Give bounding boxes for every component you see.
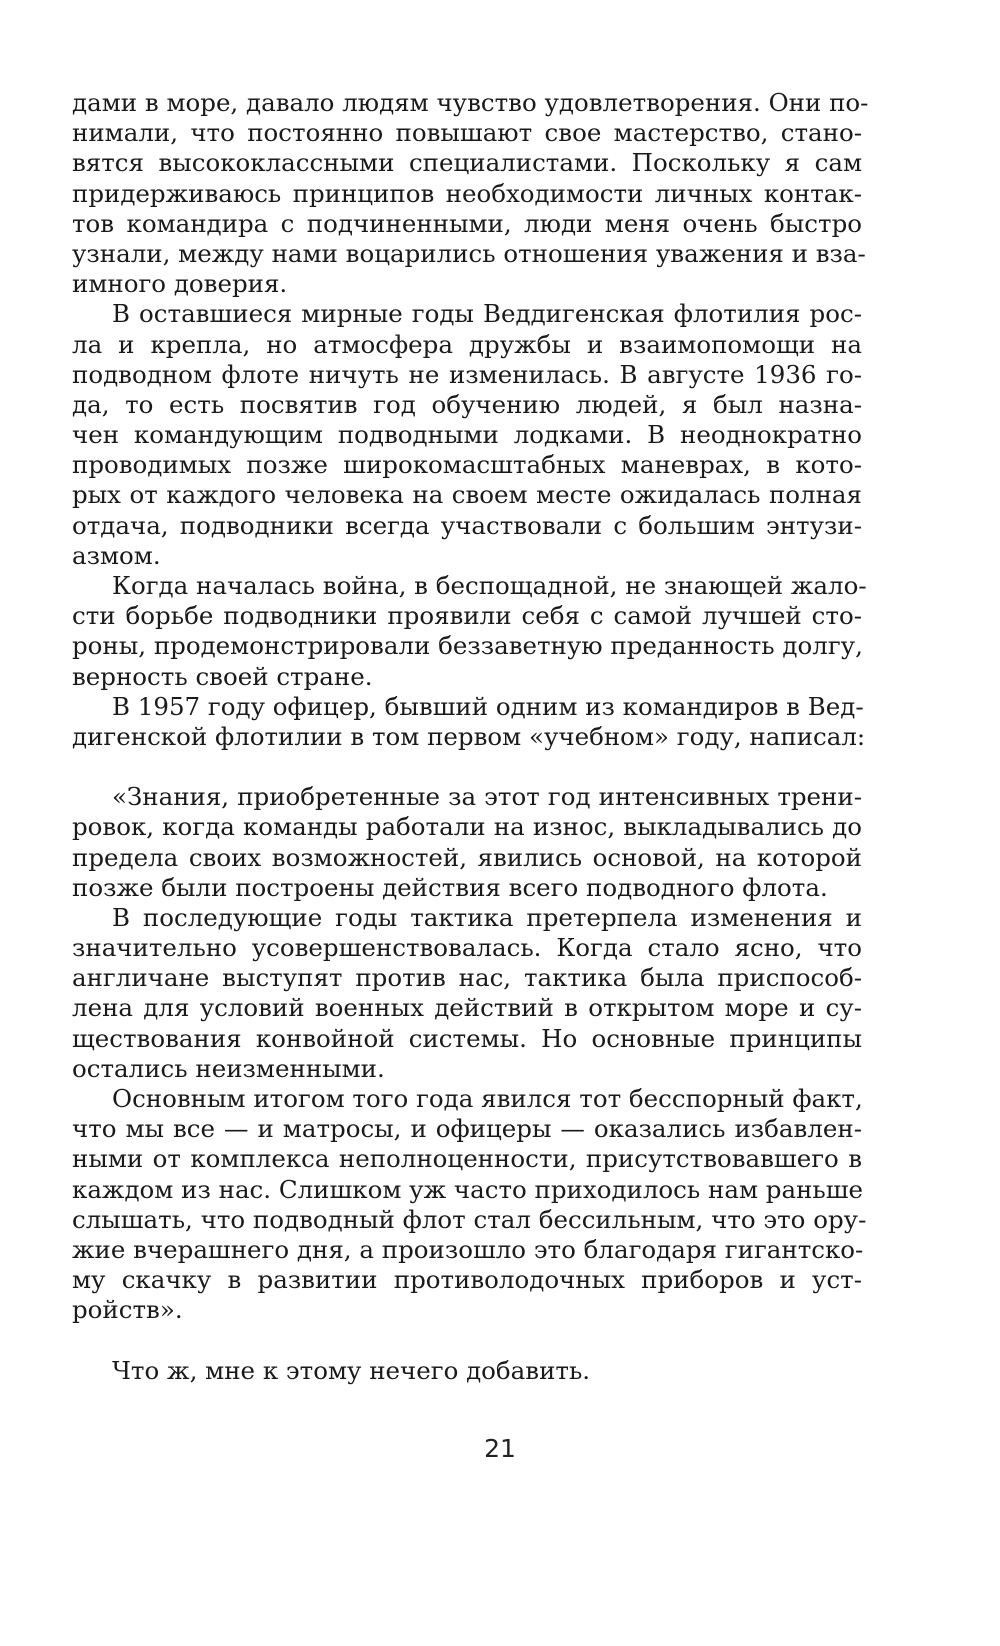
text-line: дами в море, давало людям чувство удовлетворения. Они по- [72, 88, 869, 117]
text-line: рых от каждого человека на своем месте ожидалась полная [72, 480, 862, 510]
text-line: позже были построены действия всего подводного флота. [72, 872, 828, 902]
text-line: имного доверия. [72, 269, 288, 299]
text-line: сти борьбе подводники проявили себя с самой лучшей сто- [72, 601, 862, 631]
text-line: лена для условий военных действий в открытом море и су- [72, 993, 862, 1023]
quote-paragraph [72, 782, 862, 903]
text-line: В последующие годы тактика претерпела изменения и [112, 902, 862, 932]
text-line: Основным итогом того года явился тот бесспорный факт, [112, 1084, 863, 1113]
text-line: В оставшиеся мирные годы Веддигенская флотилия рос- [112, 299, 862, 329]
book-page-text [72, 88, 869, 1386]
text-line: остались неизменными. [72, 1053, 385, 1083]
text-line: предела своих возможностей, явились основой, на которой [72, 842, 862, 872]
text-line: отдача, подводники всегда участвовали с большим энтузи- [72, 510, 862, 540]
quote-paragraph [72, 1084, 867, 1326]
text-line: да, то есть посвятив год обучению людей, я был назна- [72, 389, 862, 419]
text-line: жие вчерашнего дня, а произошло это благодаря гигантско- [72, 1234, 864, 1264]
page-number: 21 [484, 1434, 516, 1463]
spacer [72, 752, 862, 782]
spacer [72, 1326, 862, 1356]
text-line: В 1957 году офицер, бывший одним из командиров в Вед- [112, 691, 864, 721]
text-line: слышать, что подводный флот стал бессильным, что это ору- [72, 1204, 867, 1234]
text-line: что мы все — и матросы, и офицеры — оказались избавлен- [72, 1114, 862, 1144]
text-line: каждом из нас. Слишком уж часто приходилось нам раньше [72, 1174, 864, 1204]
text-line: Что ж, мне к этому нечего добавить. [112, 1355, 591, 1385]
text-line: «Знания, приобретенные за этот год интенсивных трени- [112, 782, 862, 812]
closing-paragraph [72, 1356, 862, 1386]
text-line: азмом. [72, 540, 161, 570]
text-line: ла и крепла, но атмосфера дружбы и взаимопомощи на [72, 329, 862, 359]
text-line: англичане выступят против нас, тактика была приспособ- [72, 963, 862, 993]
text-line: му скачку в развитии противолодочных приборов и уст- [72, 1265, 862, 1295]
text-line: верность своей стране. [72, 661, 373, 691]
paragraph [72, 299, 862, 571]
paragraph [72, 691, 866, 752]
text-line: ществования конвойной системы. Но основные принципы [72, 1023, 862, 1053]
text-line: чен командующим подводными лодками. В неоднократно [72, 420, 862, 450]
paragraph [72, 88, 869, 299]
text-line: ровок, когда команды работали на износ, выкладывались до [72, 812, 862, 842]
text-line: подводном флоте ничуть не изменилась. В августе 1936 го- [72, 359, 862, 389]
text-line: вятся высококлассными специалистами. Поскольку я сам [72, 148, 862, 178]
text-line: тов командира с подчиненными, люди меня очень быстро [72, 208, 862, 238]
text-line: нимали, что постоянно повышают свое мастерство, стано- [72, 118, 862, 148]
text-line: значительно усовершенствовалась. Когда стало ясно, что [72, 933, 862, 963]
text-line: узнали, между нами воцарились отношения уважения и вза- [72, 238, 866, 268]
text-line: проводимых позже широкомасштабных маневрах, в кото- [72, 450, 862, 480]
quote-paragraph [72, 903, 862, 1084]
text-line: роны, продемонстрировали беззаветную преданность долгу, [72, 631, 863, 661]
text-line: придерживаюсь принципов необходимости личных контак- [72, 178, 862, 208]
paragraph [72, 571, 867, 692]
text-line: ными от комплекса неполноценности, присутствовавшего в [72, 1144, 862, 1174]
text-line: ройств». [72, 1295, 183, 1325]
text-line: дигенской флотилии в том первом «учебном» году, написал: [72, 721, 866, 751]
text-line: Когда началась война, в беспощадной, не знающей жало- [112, 571, 867, 600]
